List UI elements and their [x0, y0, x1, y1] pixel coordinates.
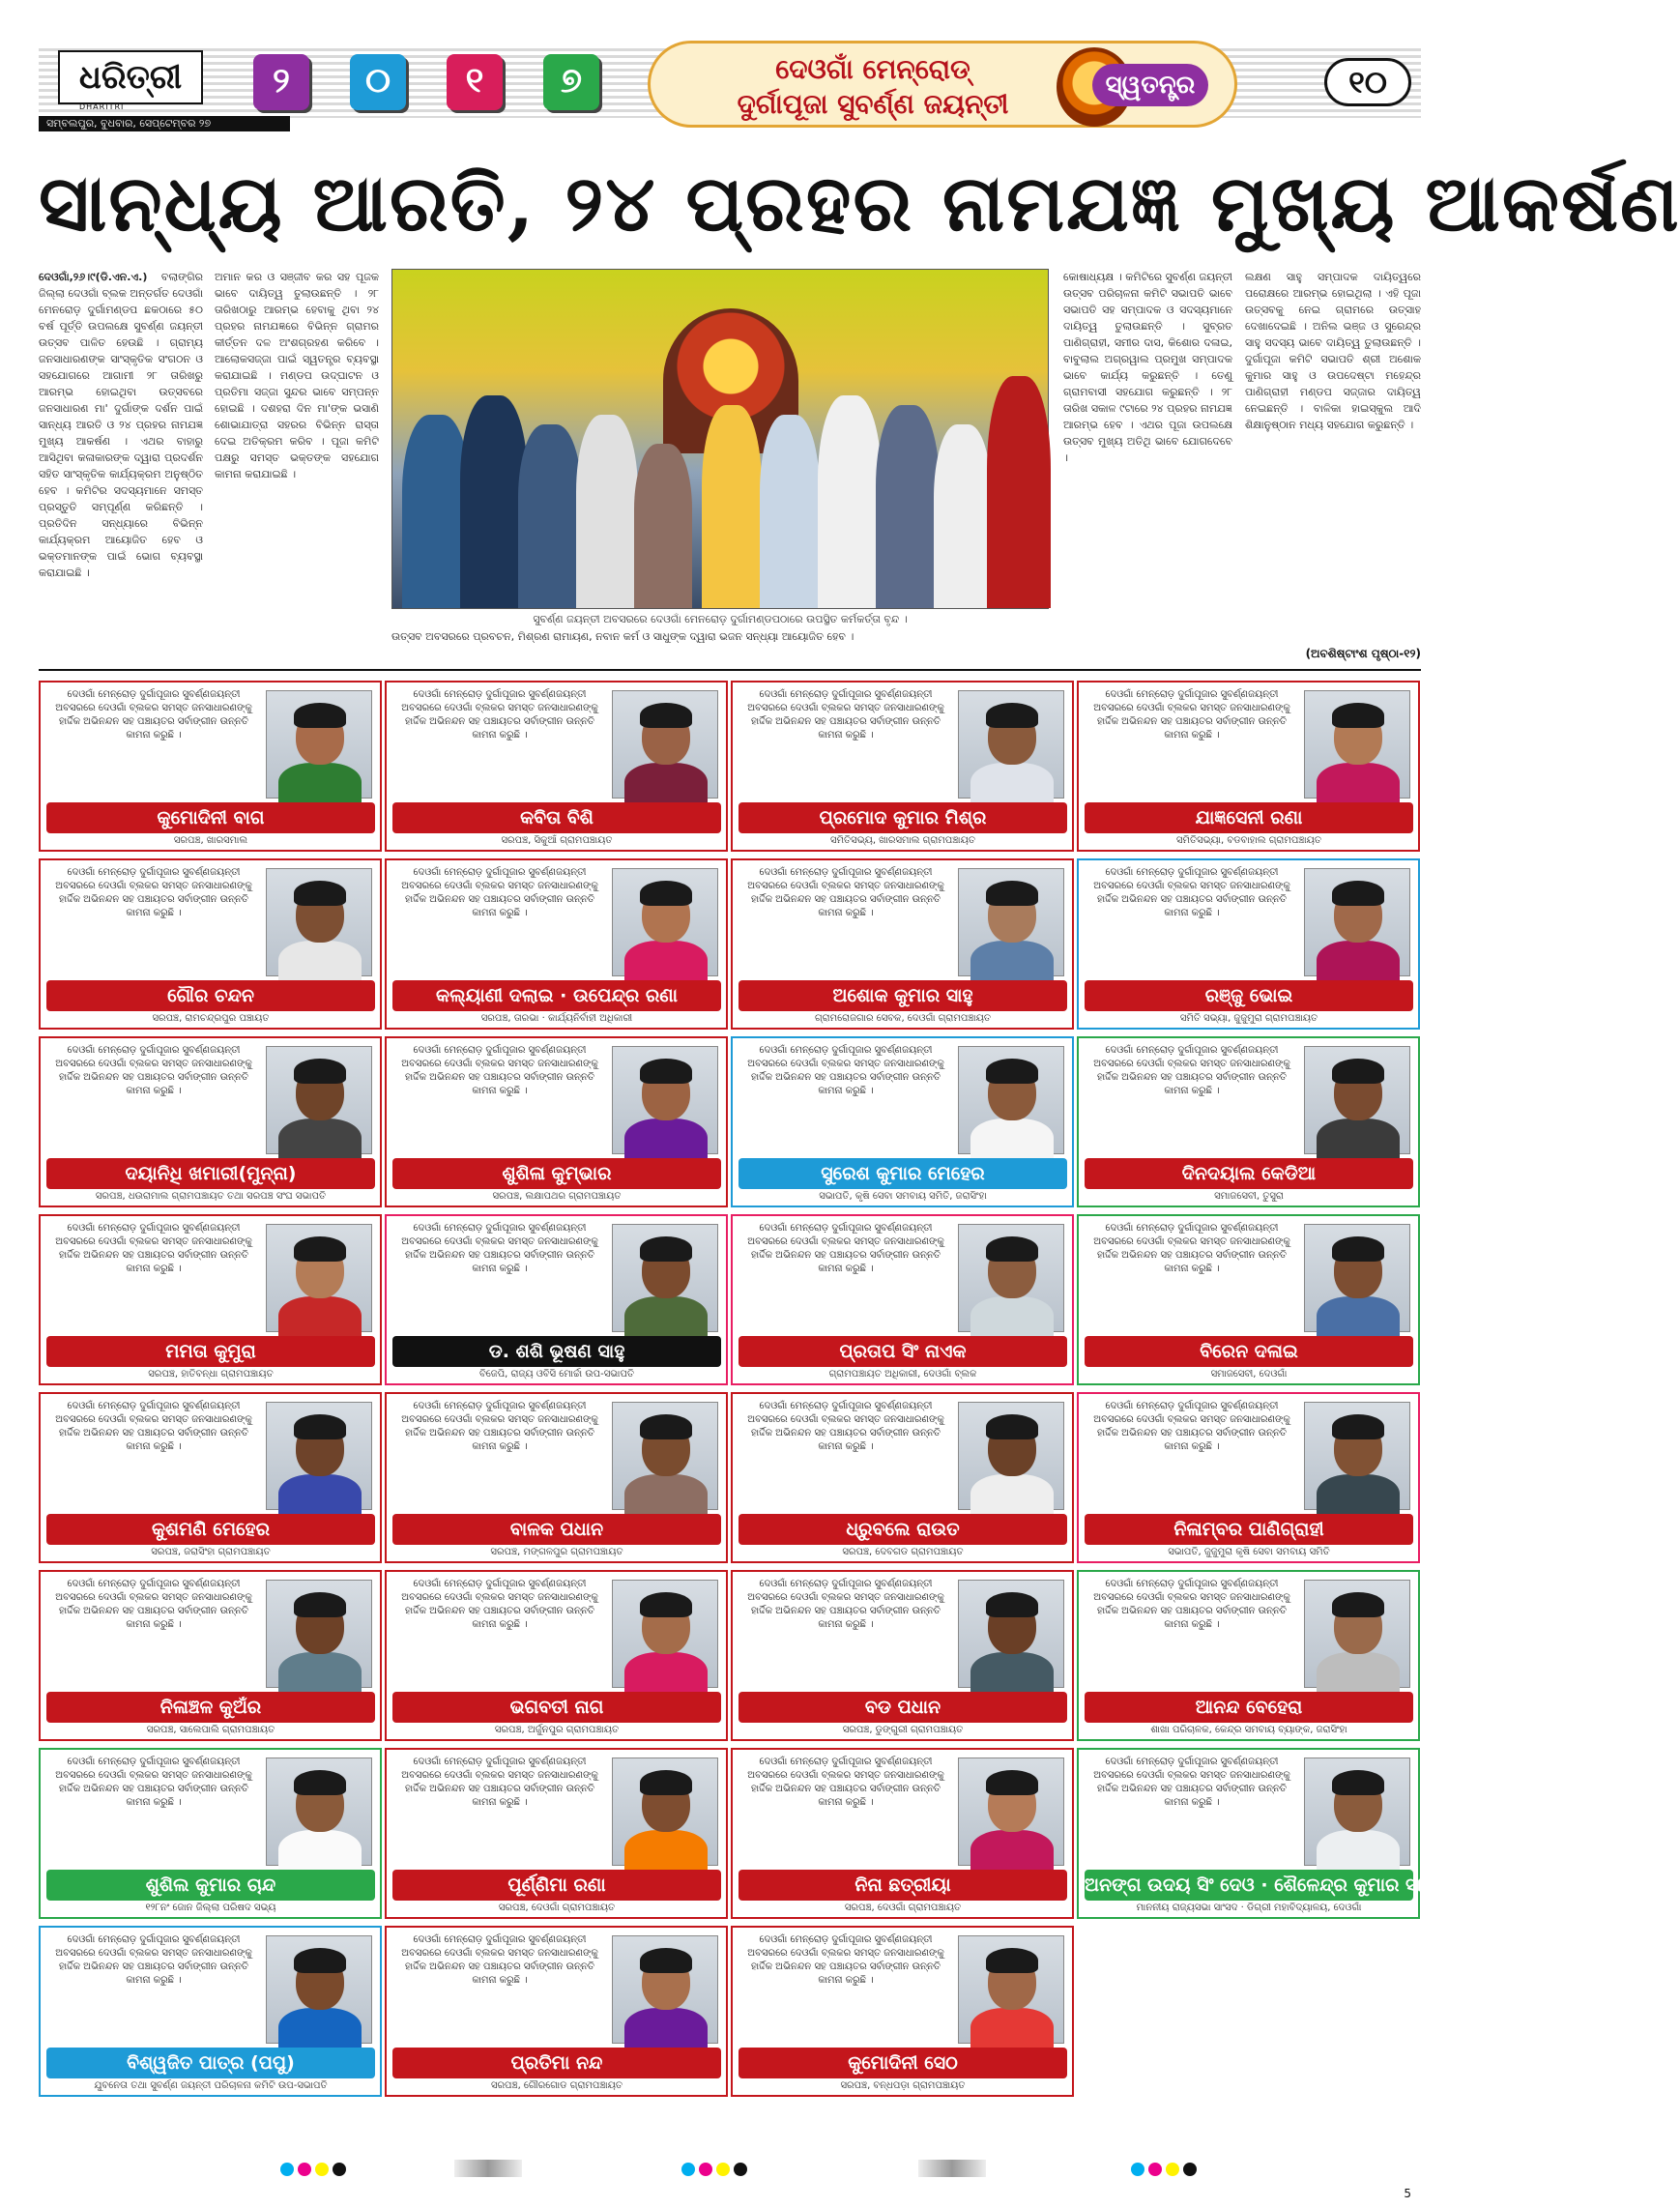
person-figure [876, 405, 940, 608]
designation-text: ସଭାପତି, ଜୁଜୁମୁରା କୃଷି ସେବା ସମବାୟ ସମିତି [1168, 1547, 1330, 1557]
name-banner: ମମତା କୁମୁରା [46, 1336, 375, 1367]
designation-text: ସରପଞ୍ଚ, ସାଲେପାଲି ଗ୍ରାମପଞ୍ଚାୟତ [146, 1725, 275, 1735]
portrait-photo [1304, 868, 1410, 976]
person-figure [934, 424, 992, 608]
greeting-ad-card[interactable] [39, 1214, 382, 1385]
portrait-photo [612, 1758, 718, 1866]
greeting-message: ଦେଓଗାଁ ମେନ୍‌ରୋଡ଼ ଦୁର୍ଗାପୂଜାର ସୁବର୍ଣ୍ଣଜୟନ୍ତୀ ଅବସରରେ ଦେଓଗାଁ ବ୍ଲକର ସମସ୍ତ ଜନସାଧାରଣଙ୍କୁ ହାର୍ଦ୍ଦିକ ଅଭିନନ୍ଦନ ସହ ପଞ୍ଚାୟତର ସର୍ବାଙ୍ଗୀନ ଉନ୍ନତି କାମନା କରୁଛି । [55, 1579, 252, 1630]
designation-text: ସରପଞ୍ଚ, ଦେଓଗାଁ ଗ୍ରାମପଞ୍ଚାୟତ [844, 1903, 962, 1913]
portrait-photo [612, 868, 718, 976]
portrait-photo [266, 1046, 372, 1154]
name-banner: ନିନା ଛତ୍ରୀୟା [739, 1870, 1067, 1901]
designation-text: ଯୁବନେତା ତଥା ସୁବର୍ଣ୍ଣ ଜୟନ୍ତୀ ପରିଚାଳନା କମିଟି ଉପ-ସଭାପତି [94, 2080, 328, 2091]
portrait-hair [1332, 1236, 1384, 1262]
portrait-photo [612, 1935, 718, 2044]
designation-text: ବିଜେପି, ରାଜ୍ୟ ଓବିସି ମୋର୍ଚ୍ଚା ଉପ-ସଭାପତି [478, 1369, 635, 1380]
tone-strip [454, 2160, 522, 2177]
greeting-message: ଦେଓଗାଁ ମେନ୍‌ରୋଡ଼ ଦୁର୍ଗାପୂଜାର ସୁବର୍ଣ୍ଣଜୟନ୍ତୀ ଅବସରରେ ଦେଓଗାଁ ବ୍ଲକର ସମସ୍ତ ଜନସାଧାରଣଙ୍କୁ ହାର୍ଦ୍ଦିକ ଅଭିନନ୍ଦନ ସହ ପଞ୍ଚାୟତର ସର୍ବାଙ୍ଗୀନ ଉନ୍ନତି କାମନା କରୁଛି । [401, 1223, 598, 1274]
designation-text: ସରପଞ୍ଚ, ହାତିବନ୍ଧା ଗ୍ରାମପଞ୍ଚାୟତ [148, 1369, 274, 1380]
portrait-hair [294, 1770, 346, 1795]
article-dateline: ଦେଓଗାଁ,୨୬।୯(ଡି.ଏନ.ଏ.) [39, 271, 148, 283]
greeting-message: ଦେଓଗାଁ ମେନ୍‌ରୋଡ଼ ଦୁର୍ଗାପୂଜାର ସୁବର୍ଣ୍ଣଜୟନ୍ତୀ ଅବସରରେ ଦେଓଗାଁ ବ୍ଲକର ସମସ୍ତ ଜନସାଧାରଣଙ୍କୁ ହାର୍ଦ୍ଦିକ ଅଭିନନ୍ଦନ ସହ ପଞ୍ଚାୟତର ସର୍ବାଙ୍ଗୀନ ଉନ୍ନତି କାମନା କରୁଛି । [55, 1934, 252, 1986]
designation-text: ସରପଞ୍ଚ, ଜରାସିଂହା ଗ୍ରାମପଞ୍ଚାୟତ [151, 1547, 271, 1557]
designation-text: ସମାଜସେବୀ, ଦେଓଗାଁ [1210, 1369, 1288, 1380]
designation-text: ମାନନୀୟ ରାଜ୍ୟସଭା ସାଂସଦ · ଡିଗ୍ରୀ ମହାବିଦ୍ୟାଳୟ, ଦେଓଗାଁ [1136, 1903, 1362, 1913]
portrait-hair [294, 1236, 346, 1262]
name-banner: କଲ୍ୟାଣୀ ଦଲାଇ · ଉପେନ୍ଦ୍ର ରଣା [392, 980, 721, 1011]
portrait-photo [958, 1046, 1064, 1154]
person-figure [760, 415, 820, 608]
newspaper-logo[interactable]: ଧରିତ୍ରୀ [58, 50, 203, 104]
greeting-ad-card[interactable] [731, 1926, 1074, 2097]
portrait-hair [640, 1236, 692, 1262]
greeting-message: ଦେଓଗାଁ ମେନ୍‌ରୋଡ଼ ଦୁର୍ଗାପୂଜାର ସୁବର୍ଣ୍ଣଜୟନ୍ତୀ ଅବସରରେ ଦେଓଗାଁ ବ୍ଲକର ସମସ୍ତ ଜନସାଧାରଣଙ୍କୁ ହାର୍ଦ୍ଦିକ ଅଭିନନ୍ଦନ ସହ ପଞ୍ଚାୟତର ସର୍ବାଙ୍ଗୀନ ଉନ୍ନତି କାମନା କରୁଛି । [401, 867, 598, 918]
portrait-hair [294, 703, 346, 728]
designation-text: ସମିତିସଭ୍ୟ, ଖାରସମାଲ ଗ୍ରାମପଞ୍ଚାୟତ [830, 835, 975, 846]
portrait-photo [1304, 1580, 1410, 1688]
greeting-ad-card[interactable] [731, 681, 1074, 852]
greeting-ad-card[interactable] [39, 1748, 382, 1919]
greeting-ad-card[interactable] [385, 1926, 728, 2097]
continued-on-page[interactable]: (ଅବଶିଷ୍ଟାଂଶ ପୃଷ୍ଠା-୧୨) [1305, 647, 1421, 660]
designation-text: ସରପଞ୍ଚ, ଗୌରଗୋଡ ଗ୍ରାମପଞ୍ଚାୟତ [490, 2080, 623, 2091]
portrait-photo [612, 1402, 718, 1510]
name-banner: ଦିନଦୟାଲ କେଡିଆ [1085, 1158, 1413, 1189]
portrait-hair [294, 881, 346, 906]
portrait-hair [294, 1414, 346, 1439]
greeting-message: ଦେଓଗାଁ ମେନ୍‌ରୋଡ଼ ଦୁର୍ଗାପୂଜାର ସୁବର୍ଣ୍ଣଜୟନ୍ତୀ ଅବସରରେ ଦେଓଗାଁ ବ୍ଲକର ସମସ୍ତ ଜନସାଧାରଣଙ୍କୁ ହାର୍ଦ୍ଦିକ ଅଭିନନ୍ଦନ ସହ ପଞ୍ଚାୟତର ସର୍ବାଙ୍ଗୀନ ଉନ୍ନତି କାମନା କରୁଛି । [401, 1045, 598, 1096]
greeting-message: ଦେଓଗାଁ ମେନ୍‌ରୋଡ଼ ଦୁର୍ଗାପୂଜାର ସୁବର୍ଣ୍ଣଜୟନ୍ତୀ ଅବସରରେ ଦେଓଗାଁ ବ୍ଲକର ସମସ୍ତ ଜନସାଧାରଣଙ୍କୁ ହାର୍ଦ୍ଦିକ ଅଭିନନ୍ଦନ ସହ ପଞ୍ଚାୟତର ସର୍ବାଙ୍ଗୀନ ଉନ୍ନତି କାମନା କରୁଛି । [747, 689, 944, 741]
portrait-hair [294, 1948, 346, 1973]
person-figure [702, 405, 762, 608]
greeting-message: ଦେଓଗାଁ ମେନ୍‌ରୋଡ଼ ଦୁର୍ଗାପୂଜାର ସୁବର୍ଣ୍ଣଜୟନ୍ତୀ ଅବସରରେ ଦେଓଗାଁ ବ୍ଲକର ସମସ୍ତ ଜନସାଧାରଣଙ୍କୁ ହାର୍ଦ୍ଦିକ ଅଭିନନ୍ଦନ ସହ ପଞ୍ଚାୟତର ସର୍ବାଙ୍ଗୀନ ଉନ୍ନତି କାମନା କରୁଛି । [401, 1934, 598, 1986]
portrait-hair [1332, 703, 1384, 728]
name-banner: କବିତା ବିଶି [392, 802, 721, 833]
greeting-ad-card[interactable] [731, 1214, 1074, 1385]
designation-text: ସରପଞ୍ଚ, ଅର୍ଜୁନପୁର ଗ୍ରାମପଞ୍ଚାୟତ [494, 1725, 620, 1735]
portrait-photo [958, 1402, 1064, 1510]
greeting-message: ଦେଓଗାଁ ମେନ୍‌ରୋଡ଼ ଦୁର୍ଗାପୂଜାର ସୁବର୍ଣ୍ଣଜୟନ୍ତୀ ଅବସରରେ ଦେଓଗାଁ ବ୍ଲକର ସମସ୍ତ ଜନସାଧାରଣଙ୍କୁ ହାର୍ଦ୍ଦିକ ଅଭିନନ୍ଦନ ସହ ପଞ୍ଚାୟତର ସର୍ବାଙ୍ଗୀନ ଉନ୍ନତି କାମନା କରୁଛି । [401, 689, 598, 741]
greeting-message: ଦେଓଗାଁ ମେନ୍‌ରୋଡ଼ ଦୁର୍ଗାପୂଜାର ସୁବର୍ଣ୍ଣଜୟନ୍ତୀ ଅବସରରେ ଦେଓଗାଁ ବ୍ଲକର ସମସ୍ତ ଜନସାଧାରଣଙ୍କୁ ହାର୍ଦ୍ଦିକ ଅଭିନନ୍ଦନ ସହ ପଞ୍ଚାୟତର ସର୍ବାଙ୍ଗୀନ ଉନ୍ନତି କାମନା କରୁଛି । [401, 1401, 598, 1452]
designation-text: ସମିତିସଭ୍ୟା, ବଡବାହାଲ ଗ୍ରାମପଞ୍ଚାୟତ [1175, 835, 1321, 846]
registration-dots [681, 2162, 751, 2180]
greeting-ad-card[interactable] [385, 858, 728, 1030]
greeting-message: ଦେଓଗାଁ ମେନ୍‌ରୋଡ଼ ଦୁର୍ଗାପୂଜାର ସୁବର୍ଣ୍ଣଜୟନ୍ତୀ ଅବସରରେ ଦେଓଗାଁ ବ୍ଲକର ସମସ୍ତ ଜନସାଧାରଣଙ୍କୁ ହାର୍ଦ୍ଦିକ ଅଭିନନ୍ଦନ ସହ ପଞ୍ଚାୟତର ସର୍ବାଙ୍ଗୀନ ଉନ୍ନତି କାମନା କରୁଛି । [55, 689, 252, 741]
banner-line-1: ଦେଓଗାଁ ମେନ୍‌ରୋଡ୍ [775, 53, 970, 85]
name-banner: ରଞ୍ଜୁ ଭୋଇ [1085, 980, 1413, 1011]
name-banner: କୁଶମଣି ମେହେର [46, 1514, 375, 1545]
greeting-message: ଦେଓଗାଁ ମେନ୍‌ରୋଡ଼ ଦୁର୍ଗାପୂଜାର ସୁବର୍ଣ୍ଣଜୟନ୍ତୀ ଅବସରରେ ଦେଓଗାଁ ବ୍ଲକର ସମସ୍ତ ଜନସାଧାରଣଙ୍କୁ ହାର୍ଦ୍ଦିକ ଅଭିନନ୍ଦନ ସହ ପଞ୍ଚାୟତର ସର୍ବାଙ୍ଗୀନ ଉନ୍ନତି କାମନା କରୁଛି । [55, 1223, 252, 1274]
portrait-photo [958, 1935, 1064, 2044]
portrait-hair [640, 1414, 692, 1439]
greeting-message: ଦେଓଗାଁ ମେନ୍‌ରୋଡ଼ ଦୁର୍ଗାପୂଜାର ସୁବର୍ଣ୍ଣଜୟନ୍ତୀ ଅବସରରେ ଦେଓଗାଁ ବ୍ଲକର ସମସ୍ତ ଜନସାଧାରଣଙ୍କୁ ହାର୍ଦ୍ଦିକ ଅଭିନନ୍ଦନ ସହ ପଞ୍ଚାୟତର ସର୍ବାଙ୍ଗୀନ ଉନ୍ନତି କାମନା କରୁଛି । [747, 867, 944, 918]
greeting-message: ଦେଓଗାଁ ମେନ୍‌ରୋଡ଼ ଦୁର୍ଗାପୂଜାର ସୁବର୍ଣ୍ଣଜୟନ୍ତୀ ଅବସରରେ ଦେଓଗାଁ ବ୍ଲକର ସମସ୍ତ ଜନସାଧାରଣଙ୍କୁ ହାର୍ଦ୍ଦିକ ଅଭିନନ୍ଦନ ସହ ପଞ୍ଚାୟତର ସର୍ବାଙ୍ଗୀନ ଉନ୍ନତି କାମନା କରୁଛି । [1093, 1223, 1290, 1274]
greeting-ad-card[interactable] [385, 1214, 728, 1385]
portrait-hair [986, 1592, 1038, 1617]
greeting-ad-card[interactable] [385, 1748, 728, 1919]
greeting-ad-card[interactable] [731, 1748, 1074, 1919]
name-banner: ପ୍ରମୋଦ କୁମାର ମିଶ୍ର [739, 802, 1067, 833]
portrait-photo [958, 690, 1064, 799]
portrait-hair [1332, 881, 1384, 906]
portrait-hair [1332, 1059, 1384, 1084]
designation-text: ସରପଞ୍ଚ, ଧଉରାମାଲ ଗ୍ରାମପଞ୍ଚାୟତ ତଥା ସରପଞ୍ଚ ସଂଘ ସଭାପତି [95, 1191, 327, 1202]
page-headline[interactable]: ସାନ୍ଧ୍ୟ ଆରତି, ୨୪ ପ୍ରହର ନାମଯଜ୍ଞ ମୁଖ୍ୟ ଆକର୍ଷଣ [39, 158, 1680, 248]
greeting-message: ଦେଓଗାଁ ମେନ୍‌ରୋଡ଼ ଦୁର୍ଗାପୂଜାର ସୁବର୍ଣ୍ଣଜୟନ୍ତୀ ଅବସରରେ ଦେଓଗାଁ ବ୍ଲକର ସମସ୍ତ ଜନସାଧାରଣଙ୍କୁ ହାର୍ଦ୍ଦିକ ଅଭିନନ୍ଦନ ସହ ପଞ୍ଚାୟତର ସର୍ବାଙ୍ଗୀନ ଉନ୍ନତି କାମନା କରୁଛି । [1093, 1401, 1290, 1452]
greeting-message: ଦେଓଗାଁ ମେନ୍‌ରୋଡ଼ ଦୁର୍ଗାପୂଜାର ସୁବର୍ଣ୍ଣଜୟନ୍ତୀ ଅବସରରେ ଦେଓଗାଁ ବ୍ଲକର ସମସ୍ତ ଜନସାଧାରଣଙ୍କୁ ହାର୍ଦ୍ଦିକ ଅଭିନନ୍ଦନ ସହ ପଞ୍ଚାୟତର ସର୍ବାଙ୍ଗୀନ ଉନ୍ନତି କାମନା କରୁଛି । [1093, 689, 1290, 741]
designation-text: ସରପଞ୍ଚ, ସିକୁଆଁ ଗ୍ରାମପଞ୍ଚାୟତ [501, 835, 613, 846]
greeting-message: ଦେଓଗାଁ ମେନ୍‌ରୋଡ଼ ଦୁର୍ଗାପୂଜାର ସୁବର୍ଣ୍ଣଜୟନ୍ତୀ ଅବସରରେ ଦେଓଗାଁ ବ୍ଲକର ସମସ୍ତ ଜନସାଧାରଣଙ୍କୁ ହାର୍ଦ୍ଦିକ ଅଭିନନ୍ଦନ ସହ ପଞ୍ଚାୟତର ସର୍ବାଙ୍ଗୀନ ଉନ୍ନତି କାମନା କରୁଛି । [401, 1757, 598, 1808]
greeting-ad-card[interactable] [731, 1392, 1074, 1563]
portrait-photo [266, 690, 372, 799]
portrait-photo [266, 1758, 372, 1866]
name-banner: ପ୍ରତିମା ନନ୍ଦ [392, 2048, 721, 2078]
year-digit: ୧ [447, 54, 503, 110]
designation-text: ସରପଞ୍ଚ, ଦେଓଗାଁ ଗ୍ରାମପଞ୍ଚାୟତ [498, 1903, 616, 1913]
designation-text: ସରପଞ୍ଚ, ମଙ୍ଗଳପୁର ଗ୍ରାମପଞ୍ଚାୟତ [490, 1547, 623, 1557]
greeting-ad-card[interactable] [1077, 1036, 1420, 1207]
designation-text: ଗ୍ରାମରୋଜଗାର ସେବକ, ଦେଓଗାଁ ଗ୍ରାମପଞ୍ଚାୟତ [815, 1013, 991, 1024]
greeting-ad-card[interactable] [1077, 1748, 1433, 1919]
portrait-photo [266, 1580, 372, 1688]
name-banner: ଧ୍ରୁବଲେ ରାଉତ [739, 1514, 1067, 1545]
portrait-hair [1332, 1592, 1384, 1617]
greeting-ad-card[interactable] [39, 681, 382, 852]
portrait-photo [958, 1224, 1064, 1332]
designation-text: ସରପଞ୍ଚ, ଦେବଗଡ ଗ୍ରାମପଞ୍ଚାୟତ [842, 1547, 964, 1557]
registration-dots [280, 2162, 350, 2180]
greeting-message: ଦେଓଗାଁ ମେନ୍‌ରୋଡ଼ ଦୁର୍ଗାପୂଜାର ସୁବର୍ଣ୍ଣଜୟନ୍ତୀ ଅବସରରେ ଦେଓଗାଁ ବ୍ଲକର ସମସ୍ତ ଜନସାଧାରଣଙ୍କୁ ହାର୍ଦ୍ଦିକ ଅଭିନନ୍ଦନ ସହ ପଞ୍ଚାୟତର ସର୍ବାଙ୍ଗୀନ ଉନ୍ନତି କାମନା କରୁଛି । [1093, 1045, 1290, 1096]
portrait-hair [640, 703, 692, 728]
lead-article [39, 269, 1421, 671]
portrait-photo [266, 1224, 372, 1332]
tone-strip [918, 2160, 986, 2177]
designation-text: ସମିତି ସଭ୍ୟା, ଜୁଜୁମୁରା ଗ୍ରାମପଞ୍ଚାୟତ [1179, 1013, 1318, 1024]
name-banner: ବିଶ୍ୱଜିତ ପାତ୍ର (ପପୁ) [46, 2048, 375, 2078]
portrait-hair [294, 1592, 346, 1617]
name-banner: ଡ. ଶଶି ଭୂଷଣ ସାହୁ [392, 1336, 721, 1367]
name-banner: ଗୌର ଚନ୍ଦନ [46, 980, 375, 1011]
greeting-ad-card[interactable] [1077, 858, 1420, 1030]
article-column-4: ଲକ୍ଷଣ ସାହୁ ସମ୍ପାଦକ ଦାୟିତ୍ୱରେ ପରୋକ୍ଷରେ ଆରମ୍ଭ ହୋଇଥିଲା । ଏହି ପୂଜା ଉତ୍ସବକୁ ନେଇ ଗ୍ରାମରେ ଉତ୍ସାହ ଦେଖାଦେଇଛି । ଅନିଲ ଭଞ୍ଜ ଓ ସୁରେନ୍ଦ୍ର ସାହୁ ସଦସ୍ୟ ଭାବେ ଦାୟିତ୍ୱ ତୁଲାଉଛନ୍ତି । ଦୁର୍ଗାପୂଜା କମିଟି ସଭାପତି ଶ୍ରୀ ଅଶୋକ କୁମାର ସାହୁ ଓ ଉପଦେଷ୍ଟା ମହେନ୍ଦ୍ର ପାଣିଗ୍ରାହୀ ମଣ୍ଡପ ସଜ୍ଜାର ଦାୟିତ୍ୱ ନେଇଛନ୍ତି । ବାଳିକା ହାଇସ୍କୁଲ ଆଦି ଶିକ୍ଷାନୁଷ୍ଠାନ ମଧ୍ୟ ସହଯୋଗ କରୁଛନ୍ତି । [1245, 271, 1421, 431]
greeting-ad-card[interactable] [731, 858, 1074, 1030]
person-figure [818, 395, 882, 608]
article-column-3: କୋଷାଧ୍ୟକ୍ଷ । କମିଟିରେ ସୁବର୍ଣ୍ଣ ଜୟନ୍ତୀ ଉତ୍ସବ ପରିଚାଳନା କମିଟି ସଭାପତି ଭାବେ ସଭାପତି ସହ ସମ୍ପାଦକ ଓ ସଦସ୍ୟମାନେ ଦାୟିତ୍ୱ ତୁଲାଉଛନ୍ତି । ସୁବ୍ରତ ପାଣିଗ୍ରାହୀ, ସମୀର ଦାସ, କିଶୋର ଦଳାଇ, ବାବୁଲାଲ ଅଗ୍ରୱାଲ ପ୍ରମୁଖ ସମ୍ପାଦକ ଭାବେ କାର୍ଯ୍ୟ କରୁଛନ୍ତି । ତେଣୁ ଗ୍ରାମବାସୀ ସହଯୋଗ କରୁଛନ୍ତି । ୨୮ ତାରିଖ ସକାଳ ୯ଟାରେ ୨୪ ପ୍ରହର ନାମଯଜ୍ଞ ଆରମ୍ଭ ହେବ । ଏଥର ପୂଜା ଉପଲକ୍ଷେ ଉତ୍ସବ ମୁଖ୍ୟ ଅତିଥି ଭାବେ ଯୋଗଦେବେ । [1063, 271, 1232, 464]
greeting-ad-card[interactable] [1077, 681, 1420, 852]
greeting-ad-card[interactable] [39, 1570, 382, 1741]
page-number-badge: ୧୦ [1324, 58, 1411, 106]
registration-dots [1131, 2162, 1201, 2180]
greeting-message: ଦେଓଗାଁ ମେନ୍‌ରୋଡ଼ ଦୁର୍ଗାପୂଜାର ସୁବର୍ଣ୍ଣଜୟନ୍ତୀ ଅବସରରେ ଦେଓଗାଁ ବ୍ଲକର ସମସ୍ତ ଜନସାଧାରଣଙ୍କୁ ହାର୍ଦ୍ଦିକ ଅଭିନନ୍ଦନ ସହ ପଞ୍ଚାୟତର ସର୍ବାଙ୍ଗୀନ ଉନ୍ନତି କାମନା କରୁଛି । [1093, 1757, 1290, 1808]
portrait-photo [1304, 1758, 1410, 1866]
name-banner: ଯାଜ୍ଞସେନୀ ରଣା [1085, 802, 1413, 833]
name-banner: ଆନନ୍ଦ ବେହେରା [1085, 1692, 1413, 1723]
page-folio: 5 [1404, 2187, 1411, 2200]
person-figure [576, 415, 638, 608]
portrait-photo [1304, 1046, 1410, 1154]
portrait-photo [1304, 690, 1410, 799]
designation-text: ଶାଖା ପରିଚାଳକ, କେନ୍ଦ୍ର ସମବାୟ ବ୍ୟାଙ୍କ, ଜରାସିଂହା [1150, 1725, 1347, 1735]
name-banner: କୁମୋଦିନୀ ବାଗ [46, 802, 375, 833]
name-banner: ଅନଙ୍ଗ ଉଦୟ ସିଂ ଦେଓ · ଶୈଳେନ୍ଦ୍ର କୁମାର ସାହୁ [1085, 1870, 1413, 1901]
portrait-photo [958, 868, 1064, 976]
designation-text: ୧୨୮ନଂ ଜୋନ ଜିଲ୍ଲା ପରିଷଦ ସଭ୍ୟ [145, 1903, 276, 1913]
lead-photo[interactable] [391, 269, 1049, 609]
name-banner: ବାଳକ ପଧାନ [392, 1514, 721, 1545]
greeting-ad-card[interactable] [1077, 1570, 1420, 1741]
designation-text: ସରପଞ୍ଚ, ରାମଚନ୍ଦ୍ରପୁର ପଞ୍ଚାୟତ [152, 1013, 270, 1024]
article-column-1 [39, 269, 203, 665]
designation-text: ସମାଜସେବୀ, ତୁସୁରା [1214, 1191, 1284, 1202]
portrait-hair [986, 1059, 1038, 1084]
designation-text: ସରପଞ୍ଚ, ଖାରସମାଲ [173, 835, 248, 846]
portrait-hair [640, 1770, 692, 1795]
designation-text: ସରପଞ୍ଚ, ବନ୍ଧପଡ଼ା ଗ୍ରାମପଞ୍ଚାୟତ [840, 2080, 966, 2091]
greeting-ad-card[interactable] [1077, 1392, 1420, 1563]
greeting-ad-card[interactable] [731, 1570, 1074, 1741]
portrait-hair [986, 881, 1038, 906]
portrait-photo [266, 868, 372, 976]
portrait-hair [986, 1236, 1038, 1262]
portrait-hair [640, 1948, 692, 1973]
name-banner: ଶୁଶିଳା କୁମ୍ଭାର [392, 1158, 721, 1189]
portrait-hair [1332, 1770, 1384, 1795]
print-marks [39, 2148, 1421, 2200]
greeting-message: ଦେଓଗାଁ ମେନ୍‌ରୋଡ଼ ଦୁର୍ଗାପୂଜାର ସୁବର୍ଣ୍ଣଜୟନ୍ତୀ ଅବସରରେ ଦେଓଗାଁ ବ୍ଲକର ସମସ୍ତ ଜନସାଧାରଣଙ୍କୁ ହାର୍ଦ୍ଦିକ ଅଭିନନ୍ଦନ ସହ ପଞ୍ଚାୟତର ସର୍ବାଙ୍ଗୀନ ଉନ୍ନତି କାମନା କରୁଛି । [55, 1401, 252, 1452]
name-banner: ନିଳାଞ୍ଚଳ କୁଅଁର [46, 1692, 375, 1723]
portrait-photo [1304, 1402, 1410, 1510]
greeting-ad-card[interactable] [385, 1570, 728, 1741]
banner-line-2: ଦୁର୍ଗାପୂଜା ସୁବର୍ଣ୍ଣ ଜୟନ୍ତୀ [737, 88, 1009, 120]
portrait-photo [612, 1046, 718, 1154]
masthead [39, 41, 1421, 128]
name-banner: ଅଶୋକ କୁମାର ସାହୁ [739, 980, 1067, 1011]
greeting-message: ଦେଓଗାଁ ମେନ୍‌ରୋଡ଼ ଦୁର୍ଗାପୂଜାର ସୁବର୍ଣ୍ଣଜୟନ୍ତୀ ଅବସରରେ ଦେଓଗାଁ ବ୍ଲକର ସମସ୍ତ ଜନସାଧାରଣଙ୍କୁ ହାର୍ଦ୍ଦିକ ଅଭିନନ୍ଦନ ସହ ପଞ୍ଚାୟତର ସର୍ବାଙ୍ଗୀନ ଉନ୍ନତି କାମନା କରୁଛି । [747, 1401, 944, 1452]
portrait-photo [612, 1580, 718, 1688]
photo-caption: ସୁବର୍ଣ୍ଣ ଜୟନ୍ତୀ ଅବସରରେ ଦେଓଗାଁ ମେନରୋଡ଼ ଦୁର୍ଗାମଣ୍ଡପଠାରେ ଉପସ୍ଥିତ କର୍ମକର୍ତ୍ତା ବୃନ୍ଦ । [533, 613, 908, 625]
name-banner: ବିରେନ ଦଳାଇ [1085, 1336, 1413, 1367]
year-digit: ୨ [253, 54, 309, 110]
portrait-hair [986, 703, 1038, 728]
article-column-5: ଉତ୍ସବ ଅବସରରେ ପ୍ରବଚନ, ମିଶ୍ରଣ ରାମାୟଣ, ନବାନ କର୍ମ ଓ ସାଧୁଙ୍କ ଦ୍ୱାରା ଭଜନ ସନ୍ଧ୍ୟା ଆୟୋଜିତ ହେବ । [391, 630, 854, 643]
designation-text: ସରପଞ୍ଚ, ଡୁଙ୍ଗୁରୀ ଗ୍ରାମପଞ୍ଚାୟତ [842, 1725, 964, 1735]
special-edition-badge: ସ୍ୱତନ୍ତ୍ର [1092, 64, 1208, 106]
name-banner: କୁମୋଦିନୀ ସେଠ [739, 2048, 1067, 2078]
greeting-message: ଦେଓଗାଁ ମେନ୍‌ରୋଡ଼ ଦୁର୍ଗାପୂଜାର ସୁବର୍ଣ୍ଣଜୟନ୍ତୀ ଅବସରରେ ଦେଓଗାଁ ବ୍ଲକର ସମସ୍ତ ଜନସାଧାରଣଙ୍କୁ ହାର୍ଦ୍ଦିକ ଅଭିନନ୍ଦନ ସହ ପଞ୍ଚାୟତର ସର୍ବାଙ୍ଗୀନ ଉନ୍ନତି କାମନା କରୁଛି । [55, 1757, 252, 1808]
greeting-message: ଦେଓଗାଁ ମେନ୍‌ରୋଡ଼ ଦୁର୍ଗାପୂଜାର ସୁବର୍ଣ୍ଣଜୟନ୍ତୀ ଅବସରରେ ଦେଓଗାଁ ବ୍ଲକର ସମସ୍ତ ଜନସାଧାରଣଙ୍କୁ ହାର୍ଦ୍ଦିକ ଅଭିନନ୍ଦନ ସହ ପଞ୍ଚାୟତର ସର୍ବାଙ୍ଗୀନ ଉନ୍ନତି କାମନା କରୁଛି । [55, 867, 252, 918]
greeting-ad-card[interactable] [385, 681, 728, 852]
greeting-ad-card[interactable] [39, 858, 382, 1030]
portrait-hair [1332, 1414, 1384, 1439]
greeting-message: ଦେଓଗାଁ ମେନ୍‌ରୋଡ଼ ଦୁର୍ଗାପୂଜାର ସୁବର୍ଣ୍ଣଜୟନ୍ତୀ ଅବସରରେ ଦେଓଗାଁ ବ୍ଲକର ସମସ୍ତ ଜନସାଧାରଣଙ୍କୁ ହାର୍ଦ୍ଦିକ ଅଭିନନ୍ଦନ ସହ ପଞ୍ଚାୟତର ସର୍ବାଙ୍ଗୀନ ଉନ୍ନତି କାମନା କରୁଛି । [747, 1045, 944, 1096]
name-banner: ଦୟାନିଧି ଖମାରୀ(ମୁନ୍ନା) [46, 1158, 375, 1189]
greeting-message: ଦେଓଗାଁ ମେନ୍‌ରୋଡ଼ ଦୁର୍ଗାପୂଜାର ସୁବର୍ଣ୍ଣଜୟନ୍ତୀ ଅବସରରେ ଦେଓଗାଁ ବ୍ଲକର ସମସ୍ତ ଜନସାଧାରଣଙ୍କୁ ହାର୍ଦ୍ଦିକ ଅଭିନନ୍ଦନ ସହ ପଞ୍ଚାୟତର ସର୍ବାଙ୍ଗୀନ ଉନ୍ନତି କାମନା କରୁଛି । [1093, 867, 1290, 918]
greeting-ad-card[interactable] [39, 1926, 382, 2097]
dateline: ସମ୍ବଲପୁର, ବୁଧବାର, ସେପ୍ଟେମ୍ବର ୨୭ [39, 116, 290, 131]
name-banner: ସୁରେଶ କୁମାର ମେହେର [739, 1158, 1067, 1189]
greeting-ad-card[interactable] [385, 1036, 728, 1207]
greeting-message: ଦେଓଗାଁ ମେନ୍‌ରୋଡ଼ ଦୁର୍ଗାପୂଜାର ସୁବର୍ଣ୍ଣଜୟନ୍ତୀ ଅବସରରେ ଦେଓଗାଁ ବ୍ଲକର ସମସ୍ତ ଜନସାଧାରଣଙ୍କୁ ହାର୍ଦ୍ଦିକ ଅଭିନନ୍ଦନ ସହ ପଞ୍ଚାୟତର ସର୍ବାଙ୍ଗୀନ ଉନ୍ନତି କାମନା କରୁଛି । [401, 1579, 598, 1630]
greeting-ad-card[interactable] [1077, 1214, 1420, 1385]
portrait-hair [640, 1592, 692, 1617]
portrait-photo [1304, 1224, 1410, 1332]
greeting-message: ଦେଓଗାଁ ମେନ୍‌ରୋଡ଼ ଦୁର୍ଗାପୂଜାର ସୁବର୍ଣ୍ଣଜୟନ୍ତୀ ଅବସରରେ ଦେଓଗାଁ ବ୍ଲକର ସମସ୍ତ ଜନସାଧାରଣଙ୍କୁ ହାର୍ଦ୍ଦିକ ଅଭିନନ୍ଦନ ସହ ପଞ୍ଚାୟତର ସର୍ବାଙ୍ଗୀନ ଉନ୍ନତି କାମନା କରୁଛି । [747, 1934, 944, 1986]
portrait-hair [640, 881, 692, 906]
designation-text: ସରପଞ୍ଚ, ତାରଭା · କାର୍ଯ୍ୟନିର୍ବାହୀ ଅଧିକାରୀ [480, 1013, 633, 1024]
designation-text: ଗ୍ରାମପଞ୍ଚାୟତ ଅଧିକାରୀ, ଦେଓଗାଁ ବ୍ଲକ [828, 1369, 977, 1380]
name-banner: ଭଗବତୀ ନାଗ [392, 1692, 721, 1723]
article-text: ବଲାଙ୍ଗିର ଜିଲ୍ଲା ଦେଓଗାଁ ବ୍ଲକ ଅନ୍ତର୍ଗତ ଦେଓଗାଁ ମେନରୋଡ଼ ଦୁର୍ଗାମଣ୍ଡପ ଛକଠାରେ ୫୦ ବର୍ଷ ପୂର୍ତ୍ତି ଉପଲକ୍ଷେ ସୁବର୍ଣ୍ଣ ଜୟନ୍ତୀ ଉତ୍ସବ ପାଳିତ ହେଉଛି । ଗ୍ରାମ୍ୟ ଜନସାଧାରଣଙ୍କ ସାଂସ୍କୃତିକ ସଂଗଠନ ଓ ସହଯୋଗରେ ଆଗାମୀ ୨୮ ତାରିଖରୁ ଆରମ୍ଭ ହୋଇଥିବା ଉତ୍ସବରେ ଜନସାଧାରଣ ମା' ଦୁର୍ଗାଙ୍କ ଦର୍ଶନ ପାଇଁ ସାନ୍ଧ୍ୟ ଆରତି ଓ ୨୪ ପ୍ରହର ନାମଯଜ୍ଞ ମୁଖ୍ୟ ଆକର୍ଷଣ । ଏଥର ବାହାରୁ ଆସିଥିବା କଳାକାରଙ୍କ ଦ୍ୱାରା ପ୍ରଦର୍ଶନ ସହିତ ସାଂସ୍କୃତିକ କାର୍ଯ୍ୟକ୍ରମ ଅନୁଷ୍ଠିତ ହେବ । କମିଟିର ସଦସ୍ୟମାନେ ସମସ୍ତ ପ୍ରସ୍ତୁତି ସମ୍ପୂର୍ଣ୍ଣ କରିଛନ୍ତି । ପ୍ରତିଦିନ ସନ୍ଧ୍ୟାରେ ବିଭିନ୍ନ କାର୍ଯ୍ୟକ୍ରମ ଆୟୋଜିତ ହେବ ଓ ଭକ୍ତମାନଙ୍କ ପାଇଁ ଭୋଗ ବ୍ୟବସ୍ଥା କରାଯାଇଛି । [39, 271, 203, 579]
name-banner: ଶୁଶିଲ କୁମାର ଚାନ୍ଦ [46, 1870, 375, 1901]
year-digit: ୭ [543, 54, 599, 110]
portrait-hair [986, 1948, 1038, 1973]
portrait-photo [958, 1758, 1064, 1866]
name-banner: ନିଳାମ୍ବର ପାଣିଗ୍ରାହୀ [1085, 1514, 1413, 1545]
greeting-ad-card[interactable] [731, 1036, 1074, 1207]
greeting-message: ଦେଓଗାଁ ମେନ୍‌ରୋଡ଼ ଦୁର୍ଗାପୂଜାର ସୁବର୍ଣ୍ଣଜୟନ୍ତୀ ଅବସରରେ ଦେଓଗାଁ ବ୍ଲକର ସମସ୍ତ ଜନସାଧାରଣଙ୍କୁ ହାର୍ଦ୍ଦିକ ଅଭିନନ୍ଦନ ସହ ପଞ୍ଚାୟତର ସର୍ବାଙ୍ଗୀନ ଉନ୍ନତି କାମନା କରୁଛି । [747, 1579, 944, 1630]
name-banner: ବଡ ପଧାନ [739, 1692, 1067, 1723]
portrait-photo [612, 1224, 718, 1332]
designation-text: ସଭାପତି, କୃଷି ସେବା ସମବାୟ ସମିତି, ଜରାସିଂହା [819, 1191, 987, 1202]
name-banner: ପ୍ରତାପ ସିଂ ନାଏକ [739, 1336, 1067, 1367]
portrait-photo [612, 690, 718, 799]
person-figure [634, 444, 692, 608]
greeting-message: ଦେଓଗାଁ ମେନ୍‌ରୋଡ଼ ଦୁର୍ଗାପୂଜାର ସୁବର୍ଣ୍ଣଜୟନ୍ତୀ ଅବସରରେ ଦେଓଗାଁ ବ୍ଲକର ସମସ୍ତ ଜନସାଧାରଣଙ୍କୁ ହାର୍ଦ୍ଦିକ ଅଭିନନ୍ଦନ ସହ ପଞ୍ଚାୟତର ସର୍ବାଙ୍ଗୀନ ଉନ୍ନତି କାମନା କରୁଛି । [747, 1757, 944, 1808]
greeting-message: ଦେଓଗାଁ ମେନ୍‌ରୋଡ଼ ଦୁର୍ଗାପୂଜାର ସୁବର୍ଣ୍ଣଜୟନ୍ତୀ ଅବସରରେ ଦେଓଗାଁ ବ୍ଲକର ସମସ୍ତ ଜନସାଧାରଣଙ୍କୁ ହାର୍ଦ୍ଦିକ ଅଭିନନ୍ଦନ ସହ ପଞ୍ଚାୟତର ସର୍ବାଙ୍ଗୀନ ଉନ୍ନତି କାମନା କରୁଛି । [55, 1045, 252, 1096]
designation-text: ସରପଞ୍ଚ, ଲକ୍ଷାପଥର ଗ୍ରାମପଞ୍ଚାୟତ [492, 1191, 622, 1202]
portrait-hair [986, 1414, 1038, 1439]
person-figure [518, 424, 582, 608]
article-column-2: ଅମାନ କର ଓ ସଞ୍ଜୀବ କର ସହ ପୂଜକ ଭାବେ ଦାୟିତ୍ୱ ତୁଲାଉଛନ୍ତି । ୨୮ ତାରିଖଠାରୁ ଆରମ୍ଭ ହେବାକୁ ଥିବା ୨୪ ପ୍ରହର ନାମଯଜ୍ଞରେ ବିଭିନ୍ନ ଗ୍ରାମର କୀର୍ତ୍ତନ ଦଳ ଅଂଶଗ୍ରହଣ କରିବେ । ଆଲୋକସଜ୍ଜା ପାଇଁ ସ୍ୱତନ୍ତ୍ର ବ୍ୟବସ୍ଥା କରାଯାଇଛି । ମଣ୍ଡପ ଉଦ୍‌ଘାଟନ ଓ ପ୍ରତିମା ସଜ୍ଜା ସୁନ୍ଦର ଭାବେ ସମ୍ପନ୍ନ ହୋଇଛି । ଦଶହରା ଦିନ ମା'ଙ୍କ ଭସାଣି ଶୋଭାଯାତ୍ରା ସହରର ବିଭିନ୍ନ ରାସ୍ତା ଦେଇ ଅତିକ୍ରମ କରିବ । ପୂଜା କମିଟି ପକ୍ଷରୁ ସମସ୍ତ ଭକ୍ତଙ୍କ ସହଯୋଗ କାମନା କରାଯାଇଛି । [215, 271, 379, 480]
person-figure [987, 376, 1051, 608]
portrait-photo [266, 1402, 372, 1510]
greeting-message: ଦେଓଗାଁ ମେନ୍‌ରୋଡ଼ ଦୁର୍ଗାପୂଜାର ସୁବର୍ଣ୍ଣଜୟନ୍ତୀ ଅବସରରେ ଦେଓଗାଁ ବ୍ଲକର ସମସ୍ତ ଜନସାଧାରଣଙ୍କୁ ହାର୍ଦ୍ଦିକ ଅଭିନନ୍ଦନ ସହ ପଞ୍ଚାୟତର ସର୍ବାଙ୍ଗୀନ ଉନ୍ନତି କାମନା କରୁଛି । [1093, 1579, 1290, 1630]
portrait-hair [986, 1770, 1038, 1795]
portrait-hair [640, 1059, 692, 1084]
greeting-ad-card[interactable] [39, 1036, 382, 1207]
portrait-photo [266, 1935, 372, 2044]
name-banner: ପୂର୍ଣ୍ଣିମା ରଣା [392, 1870, 721, 1901]
portrait-hair [294, 1059, 346, 1084]
portrait-photo [958, 1580, 1064, 1688]
newspaper-logo-subtitle: DHARITRI [79, 102, 125, 111]
greeting-ad-card[interactable] [39, 1392, 382, 1563]
greeting-ad-card[interactable] [385, 1392, 728, 1563]
year-digit: ୦ [350, 54, 406, 110]
greeting-message: ଦେଓଗାଁ ମେନ୍‌ରୋଡ଼ ଦୁର୍ଗାପୂଜାର ସୁବର୍ଣ୍ଣଜୟନ୍ତୀ ଅବସରରେ ଦେଓଗାଁ ବ୍ଲକର ସମସ୍ତ ଜନସାଧାରଣଙ୍କୁ ହାର୍ଦ୍ଦିକ ଅଭିନନ୍ଦନ ସହ ପଞ୍ଚାୟତର ସର୍ବାଙ୍ଗୀନ ଉନ୍ନତି କାମନା କରୁଛି । [747, 1223, 944, 1274]
